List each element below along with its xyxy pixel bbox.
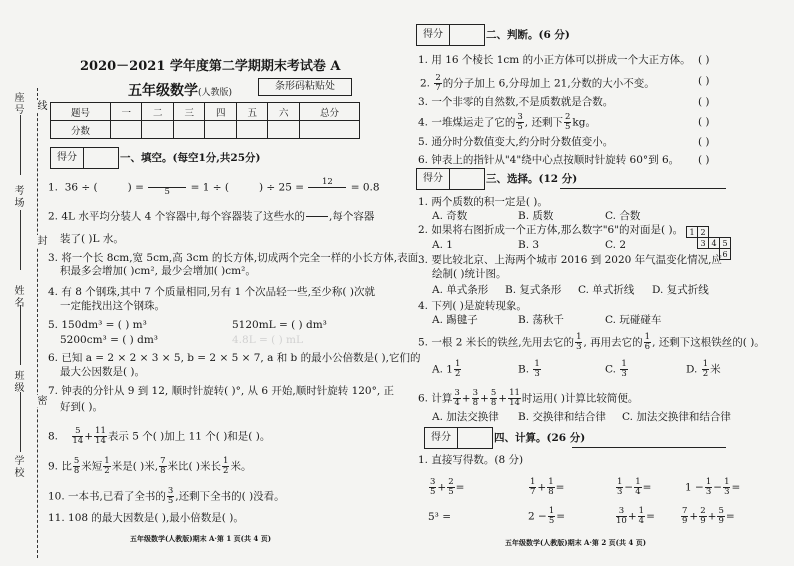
judge-4: 4. 一堆煤运走了它的 $\frac{3}{5}$ , 还剩下 $\frac{2}{5}$ kg。	[418, 112, 596, 132]
name-line[interactable]	[20, 305, 22, 365]
section1-score-box: 得分	[50, 147, 119, 169]
q1-2-line1: 2. 4L 水平均分装人 4 个容器中,每个容器装了这些水的 ,每个容器	[48, 207, 374, 226]
q1-4-line2: 一定能找出这个钢珠。	[60, 300, 165, 312]
judge-answer-5[interactable]: ( )	[698, 136, 710, 148]
choice-3-opt-c[interactable]: C. 单式折线	[578, 284, 635, 296]
judge-answer-6[interactable]: ( )	[698, 154, 710, 166]
choice-5-opt-c[interactable]: C. $\frac{1}{3}$	[605, 359, 627, 379]
score-header-cell: 一	[110, 103, 142, 121]
score-cell[interactable]	[142, 121, 174, 139]
footer-right: 五年级数学(人教版)期末 A·第 2 页(共 4 页)	[505, 538, 647, 547]
choice-6-opt-a[interactable]: A. 加法交换律	[432, 411, 499, 423]
calc-6: 2 − $\frac{1}{5}$ =	[528, 506, 566, 526]
choice-4-opt-c[interactable]: C. 玩碰碰车	[605, 314, 662, 326]
cube-face: 1	[687, 227, 698, 238]
q1-5a: 5. 150dm³ = ( ) m³	[48, 319, 147, 331]
choice-2-opt-b[interactable]: B. 3	[518, 239, 540, 251]
score-cell[interactable]	[173, 121, 205, 139]
q1-fraction-2: 12	[308, 178, 346, 197]
calc-4: 1 − $\frac{1}{3}$ − $\frac{1}{3}$ =	[685, 477, 741, 497]
q1-8: 8. $\frac{5}{14}$ + $\frac{11}{14}$ 表示 5 个( )加上 11 个( )和是( )。	[48, 426, 271, 446]
margin-label-room: 考场	[12, 185, 23, 209]
calc-sub-title: 1. 直接写得数。(8 分)	[418, 454, 524, 466]
q1-5c: 5200cm³ = ( ) dm³	[60, 334, 158, 346]
choice-3-line2: 绘制( )统计图。	[432, 268, 507, 280]
choice-5-opt-d[interactable]: D. $\frac{1}{2}$ 米	[686, 359, 721, 379]
margin-label-school: 学校	[12, 455, 23, 479]
section4-score-box: 得分	[424, 427, 493, 449]
section4-title: 四、计算。(26 分)	[494, 432, 586, 444]
choice-2-opt-a[interactable]: A. 1	[432, 239, 453, 251]
margin-label-class: 班级	[12, 370, 23, 394]
q1-1: 1. 36 ÷ ( ) = 5 = 1 ÷ ( ) ÷ 25 = 12 = 0.8	[48, 177, 380, 197]
choice-2: 2. 如果将右图折成一个正方体,那么数字"6"的对面是( )。	[418, 224, 684, 236]
section2-title: 二、判断。(6 分)	[486, 29, 570, 41]
choice-5: 5. 一根 2 米长的铁丝,先用去它的 $\frac{1}{3}$ , 再用去它的 $\frac{1}{6}$ , 还剩下这根铁丝的( )。	[418, 332, 765, 352]
binding-line	[37, 88, 38, 558]
q1-6-line1: 6. 已知 a = 2 × 2 × 3 × 5, b = 2 × 5 × 7, a 和 b 的最小公倍数是( ),它们的	[48, 352, 421, 364]
score-entry[interactable]	[84, 148, 118, 168]
q1-7-line2: 好到( )。	[60, 401, 104, 413]
calc-3: $\frac{1}{3}$ − $\frac{1}{4}$ =	[617, 477, 652, 497]
score-table	[50, 102, 360, 139]
calc-8: $\frac{7}{9}$ + $\frac{2}{9}$ + $\frac{5}{9}$ =	[682, 506, 735, 526]
score-entry[interactable]	[450, 25, 484, 45]
score-entry[interactable]	[450, 169, 484, 189]
judge-3: 3. 一个非零的自然数,不是质数就是合数。	[418, 96, 614, 108]
score-label-cell: 分数	[51, 121, 111, 139]
calc-5: 5³ =	[428, 511, 452, 523]
choice-5-opt-a[interactable]: A. 1 $\frac{1}{2}$	[432, 359, 461, 379]
choice-2-opt-c[interactable]: C. 2	[605, 239, 627, 251]
choice-4-opt-a[interactable]: A. 踢毽子	[432, 314, 478, 326]
cube-face: 6	[720, 249, 731, 260]
choice-3-opt-a[interactable]: A. 单式条形	[432, 284, 489, 296]
q1-3-line2: 积最多会增加( )cm², 最少会增加( )cm²。	[60, 265, 256, 277]
score-header-cell: 三	[173, 103, 205, 121]
q1-2-line2: 装了( )L 水。	[60, 233, 124, 245]
margin-label-seat: 座号	[12, 92, 23, 116]
calc-2: $\frac{1}{7}$ + $\frac{1}{8}$ =	[530, 477, 565, 497]
calc-7: $\frac{3}{10}$ + $\frac{1}{4}$ =	[616, 506, 655, 526]
section3-title: 三、选择。(12 分)	[486, 173, 578, 185]
binding-feng: 封	[35, 235, 46, 247]
score-cell[interactable]	[236, 121, 268, 139]
q1-5d: 4.8L = ( ) mL	[232, 334, 303, 346]
judge-answer-1[interactable]: ( )	[698, 54, 710, 66]
exam-title: 2020－2021 学年度第二学期期末考试卷 A	[80, 59, 341, 74]
binding-xian: 线	[35, 100, 46, 112]
score-cell[interactable]	[205, 121, 237, 139]
judge-answer-2[interactable]: ( )	[698, 75, 710, 87]
q1-9: 9. 比 $\frac{5}{8}$ 米短 $\frac{1}{2}$ 米是( )米, $\frac{7}{8}$ 米比( )米长 $\frac{1}{2}$ 米。	[48, 456, 252, 476]
score-entry[interactable]	[458, 428, 492, 448]
section4-rule	[572, 447, 726, 448]
footer-left: 五年级数学(人教版)期末 A·第 1 页(共 4 页)	[130, 534, 272, 543]
q1-fraction: 5	[148, 178, 186, 197]
choice-5-opt-b[interactable]: B. $\frac{1}{3}$	[518, 359, 540, 379]
score-header-cell: 二	[142, 103, 174, 121]
score-cell[interactable]	[268, 121, 300, 139]
barcode-area: 条形码粘贴处	[258, 78, 352, 96]
choice-1: 1. 两个质数的积一定是( )。	[418, 196, 548, 208]
cube-face: 2	[698, 227, 709, 238]
class-line[interactable]	[20, 392, 22, 452]
choice-1-opt-a[interactable]: A. 奇数	[432, 210, 468, 222]
score-header-cell: 四	[205, 103, 237, 121]
section3-score-box: 得分	[416, 168, 485, 190]
judge-1: 1. 用 16 个棱长 1cm 的小正方体可以拼成一个大正方体。	[418, 54, 691, 66]
choice-4-opt-b[interactable]: B. 荡秋千	[518, 314, 564, 326]
judge-5: 5. 通分时分数值变大,约分时分数值变小。	[418, 136, 614, 148]
judge-answer-3[interactable]: ( )	[698, 96, 710, 108]
choice-1-opt-c[interactable]: C. 合数	[605, 210, 641, 222]
choice-6-opt-b[interactable]: B. 交换律和结合律	[518, 411, 606, 423]
section1-title: 一、填空。(每空1分,共25分)	[120, 152, 261, 164]
choice-6: 6. 计算 $\frac{3}{4}$ + $\frac{3}{8}$ + $\frac{5}{8}$ + $\frac{11}{14}$ 时运用( )计算比较简便。	[418, 388, 639, 408]
score-header-cell: 题号	[51, 103, 111, 121]
choice-3-opt-d[interactable]: D. 复式折线	[652, 284, 709, 296]
exam-subject: 五年级数学(人教版)	[128, 83, 233, 99]
calc-1: $\frac{3}{5}$ + $\frac{2}{5}$ =	[430, 477, 465, 497]
score-cell[interactable]	[299, 121, 359, 139]
score-header-cell: 五	[236, 103, 268, 121]
choice-1-opt-b[interactable]: B. 质数	[518, 210, 554, 222]
room-line[interactable]	[20, 210, 22, 270]
q1-10: 10. 一本书,已看了全书的 $\frac{3}{5}$ ,还剩下全书的( )没看。	[48, 486, 285, 506]
judge-2: 2. $\frac{2}{7}$ 的分子加上 6,分母加上 21,分数的大小不变。	[420, 73, 655, 93]
choice-3-opt-b[interactable]: B. 复式条形	[505, 284, 562, 296]
seat-line[interactable]	[20, 115, 22, 175]
cube-face: 5	[720, 238, 731, 249]
q1-7-line1: 7. 钟表的分针从 9 到 12, 顺时针旋转( )°, 从 6 开始,顺时针旋转 120°, 正	[48, 385, 395, 397]
score-header-cell: 六	[268, 103, 300, 121]
q1-4-line1: 4. 有 8 个钢珠,其中 7 个质量相同,另有 1 个次品轻一些,至少称( )次就	[48, 286, 375, 298]
judge-6: 6. 钟表上的指针从"4"绕中心点按顺时针旋转 60°到 6。	[418, 154, 680, 166]
choice-6-opt-c[interactable]: C. 加法交换律和结合律	[622, 411, 731, 423]
choice-4: 4. 下列( )是旋转现象。	[418, 300, 527, 312]
cube-face: 4	[709, 238, 720, 249]
cube-face: 3	[698, 238, 709, 249]
choice-3-line1: 3. 要比较北京、上海两个城市 2016 到 2020 年气温变化情况,应	[418, 254, 722, 266]
score-cell[interactable]	[110, 121, 142, 139]
q1-6-line2: 最大公因数是( )。	[60, 366, 146, 378]
binding-mi: 密	[35, 395, 46, 407]
score-header-cell: 总分	[299, 103, 359, 121]
q1-3-line1: 3. 将一个长 8cm,宽 5cm,高 3cm 的长方体,切成两个完全一样的小长方体,表面	[48, 252, 419, 264]
section3-rule	[560, 188, 726, 189]
judge-answer-4[interactable]: ( )	[698, 116, 710, 128]
q1-5b: 5120mL = ( ) dm³	[232, 319, 327, 331]
q1-11: 11. 108 的最大因数是( ),最小倍数是( )。	[48, 512, 244, 524]
section2-score-box: 得分	[416, 24, 485, 46]
margin-label-name: 姓名	[12, 285, 23, 309]
